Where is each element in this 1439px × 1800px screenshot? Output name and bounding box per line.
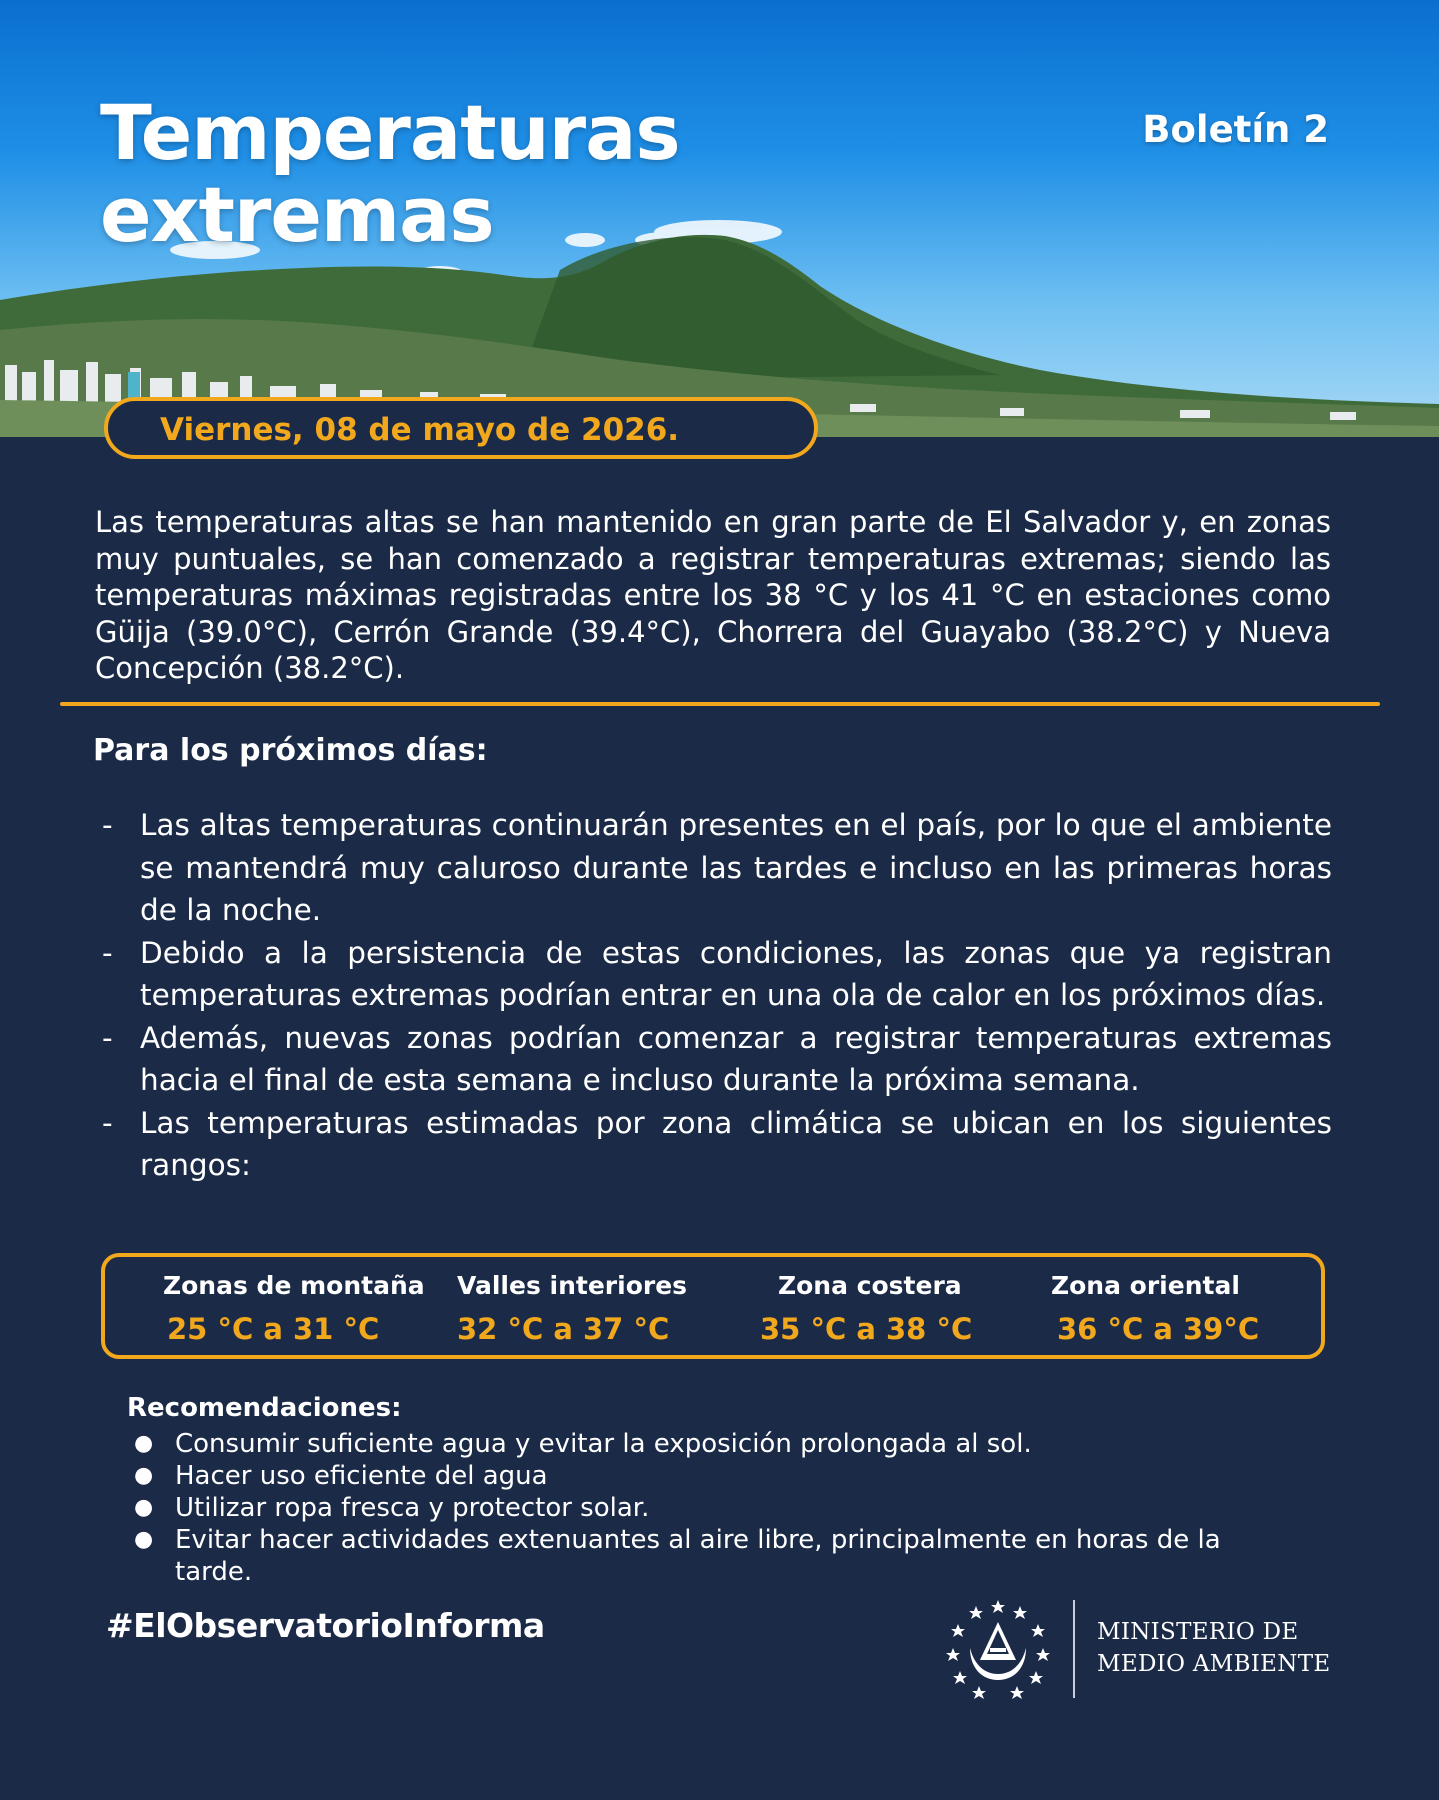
- zone-valleys: [457, 1271, 687, 1346]
- hero-banner: [0, 0, 1439, 437]
- zone-mountain: [163, 1271, 425, 1346]
- forecast-item: [98, 1102, 1332, 1187]
- forecast-item: [98, 932, 1332, 1017]
- recommendations-list: [132, 1428, 1272, 1588]
- recommendation-text: Evitar hacer actividades extenuantes al aire libre, principalmente en horas de la tarde.: [175, 1525, 1221, 1587]
- recommendation-text: Hacer uso eficiente del agua: [175, 1461, 548, 1491]
- forecast-item-text: Las temperaturas estimadas por zona climática se ubican en los siguientes rangos:: [140, 1105, 1332, 1182]
- recommendation-item: [132, 1492, 1272, 1524]
- zone-range: 25 °C a 31 °C: [167, 1312, 380, 1346]
- forecast-item-text: Debido a la persistencia de estas condiciones, las zonas que ya registran temperaturas extremas podrían entrar en una ola de calor en los próximos días.: [140, 935, 1332, 1012]
- ministry-name: [1097, 1616, 1330, 1680]
- zone-name: Zona oriental: [1051, 1271, 1240, 1300]
- zone-name: Zona costera: [778, 1271, 962, 1300]
- ministry-line-2: MEDIO AMBIENTE: [1097, 1651, 1331, 1677]
- dash-bullet: -: [102, 935, 113, 970]
- zone-name: Valles interiores: [457, 1271, 688, 1300]
- title-line-2: extremas: [100, 170, 494, 259]
- bulletin-number: Boletín 2: [1142, 108, 1329, 151]
- zone-range: 36 °C a 39°C: [1057, 1312, 1260, 1346]
- zone-eastern: [1051, 1271, 1259, 1346]
- forecast-list: [98, 804, 1332, 1187]
- zone-name: Zonas de montaña: [163, 1271, 425, 1300]
- forecast-item-text: Además, nuevas zonas podrían comenzar a registrar temperaturas extremas hacia el final de esta semana e incluso durante la próxima semana.: [140, 1020, 1332, 1097]
- hashtag: #ElObservatorioInforma: [106, 1606, 545, 1645]
- dash-bullet: -: [102, 1020, 113, 1055]
- recommendation-text: Consumir suficiente agua y evitar la exposición prolongada al sol.: [175, 1429, 1032, 1459]
- recommendation-text: Utilizar ropa fresca y protector solar.: [175, 1493, 650, 1523]
- date-badge: [104, 397, 818, 459]
- intro-paragraph: Las temperaturas altas se han mantenido en gran parte de El Salvador y, en zonas muy puntuales, se han comenzado a registrar temperaturas extremas; siendo las temperaturas máximas registradas entre los 38 °C y los 41 °C en estaciones como Güija (39.0°C), Cerrón Grande (39.4°C), Chorrera del Guayabo (38.2°C) y Nueva Concepción (38.2°C).: [95, 505, 1331, 685]
- footer-divider: [1073, 1600, 1075, 1698]
- title-line-1: Temperaturas: [100, 88, 680, 177]
- recommendation-item: [132, 1524, 1272, 1588]
- forecast-item: [98, 1017, 1332, 1102]
- el-salvador-coat-of-arms-icon: [946, 1598, 1050, 1702]
- climate-zones-box: [101, 1253, 1325, 1359]
- recommendations-title: Recomendaciones:: [127, 1393, 402, 1423]
- forecast-item-text: Las altas temperaturas continuarán presentes en el país, por lo que el ambiente se mantendrá muy caluroso durante las tardes e incluso en las primeras horas de la noche.: [140, 808, 1332, 927]
- forecast-item: [98, 804, 1332, 932]
- recommendation-item: [132, 1460, 1272, 1492]
- dash-bullet: -: [102, 1105, 113, 1140]
- zone-range: 35 °C a 38 °C: [760, 1312, 973, 1346]
- dash-bullet: -: [102, 808, 113, 842]
- dot-bullet: ●: [134, 1463, 154, 1488]
- section-divider: [60, 702, 1380, 706]
- zone-coastal: [760, 1271, 972, 1346]
- ministry-line-1: MINISTERIO DE: [1097, 1619, 1299, 1645]
- recommendation-item: [132, 1428, 1272, 1460]
- dot-bullet: ●: [134, 1527, 154, 1552]
- dot-bullet: ●: [134, 1495, 154, 1520]
- page-title: [100, 88, 680, 259]
- zone-range: 32 °C a 37 °C: [457, 1312, 670, 1346]
- forecast-title: Para los próximos días:: [93, 733, 488, 768]
- date-text: Viernes, 08 de mayo de 2026.: [160, 412, 680, 448]
- dot-bullet: ●: [134, 1431, 154, 1456]
